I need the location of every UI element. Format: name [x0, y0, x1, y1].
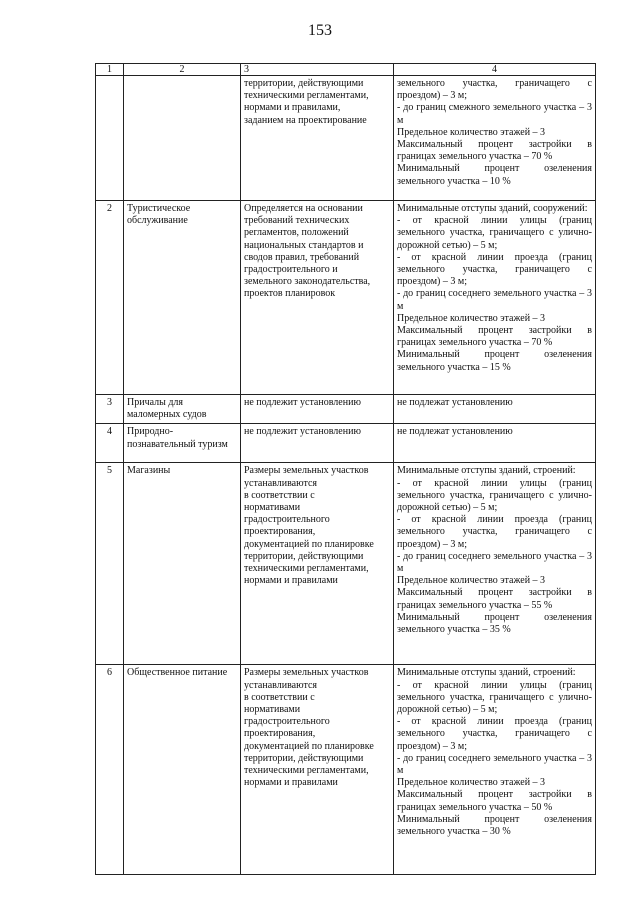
use-type-name: Общественное питание — [124, 665, 241, 875]
text-line: нормами и правилами — [244, 777, 338, 789]
text-line: градостроительного и — [244, 264, 338, 276]
text-line: Максимальный процент застройки в границах земельного участка – 70 % — [397, 325, 592, 349]
text-line: земельного законодательства, — [244, 276, 371, 288]
text-line: - от красной линии улицы (границ земельного участка, граничащего с улично-дорожной сетью) – 5 м; — [397, 679, 592, 716]
row-number: 3 — [96, 395, 124, 424]
text-line: техническими регламентами, — [244, 765, 369, 777]
text-line: не подлежат установлению — [397, 397, 513, 408]
header-row — [96, 64, 596, 76]
row-number: 6 — [96, 665, 124, 875]
table-row — [96, 424, 596, 463]
text-line: техническими регламентами, — [244, 90, 369, 102]
text-line: территории, действующими — [244, 752, 364, 764]
table-row — [96, 395, 596, 424]
text-line: Минимальный процент озеленения земельного участка – 35 % — [397, 611, 592, 636]
header-col-3: 3 — [241, 64, 394, 76]
text-line: территории, действующими — [244, 550, 364, 562]
text-line: - до границ соседнего земельного участка – 3 м — [397, 752, 592, 777]
text-line: Максимальный процент застройки в границах земельного участка – 55 % — [397, 587, 592, 611]
text-line: Предельное количество этажей – 3 — [397, 575, 546, 587]
text-line: не подлежит установлению — [244, 397, 361, 408]
use-type-name: Природно-познавательный туризм — [124, 424, 241, 463]
table-row — [96, 463, 596, 665]
table-row — [96, 665, 596, 875]
text-line: Минимальные отступы зданий, сооружений: — [397, 203, 588, 214]
text-line: не подлежит установлению — [244, 426, 361, 438]
row-number: 4 — [96, 424, 124, 463]
building-parameters — [394, 395, 596, 424]
text-line: - до границ соседнего земельного участка – 3 м — [397, 288, 592, 312]
text-line: нормами и правилами, — [244, 102, 341, 114]
row-number — [96, 76, 124, 201]
text-line: Максимальный процент застройки в границах земельного участка – 70 % — [397, 139, 592, 163]
text-line: - от красной линии улицы (границ земельного участка, граничащего с улично-дорожной сетью) – 5 м; — [397, 477, 592, 514]
text-line: - до границ смежного земельного участка – 3 м — [397, 102, 592, 126]
text-line: техническими регламентами, — [244, 563, 369, 575]
text-line: - от красной линии проезда (границ земельного участка, граничащего с проездом) – 3 м; — [397, 716, 592, 752]
text-line: Размеры земельных участков — [244, 465, 369, 477]
text-line: Минимальный процент озеленения земельного участка – 10 % — [397, 163, 592, 187]
use-type-name: Причалы для маломерных судов — [124, 395, 241, 424]
text-line: документацией по планировке — [244, 740, 374, 752]
building-parameters — [394, 665, 596, 875]
use-type-name: Магазины — [124, 463, 241, 665]
text-line: территории, действующими — [244, 78, 364, 89]
header-col-2: 2 — [124, 64, 241, 76]
zoning-table — [95, 63, 596, 875]
plot-size-requirements — [241, 395, 394, 424]
text-line: Размеры земельных участков — [244, 667, 369, 679]
text-line: - до границ соседнего земельного участка – 3 м — [397, 550, 592, 575]
text-line: Минимальный процент озеленения земельного участка – 30 % — [397, 813, 592, 838]
text-line: сводов правил, требований — [244, 251, 360, 263]
header-col-4: 4 — [394, 64, 596, 76]
text-line: проектирования, — [244, 728, 316, 740]
page-number: 153 — [308, 22, 332, 39]
table-row — [96, 76, 596, 201]
text-line: - от красной линии проезда (границ земельного участка, граничащего с проездом) – 3 м; — [397, 251, 592, 288]
text-line: Предельное количество этажей – 3 — [397, 312, 546, 324]
text-line: градостроительного — [244, 716, 330, 728]
use-type-name: Туристическое обслуживание — [124, 201, 241, 395]
plot-size-requirements — [241, 463, 394, 665]
plot-size-requirements — [241, 201, 394, 395]
plot-size-requirements — [241, 424, 394, 463]
text-line: документацией по планировке — [244, 538, 374, 550]
text-line: заданием на проектирование — [244, 114, 367, 126]
text-line: Минимальные отступы зданий, строений: — [397, 465, 576, 477]
row-number: 2 — [96, 201, 124, 395]
text-line: проектов планировок — [244, 288, 336, 300]
header-col-1: 1 — [96, 64, 124, 76]
text-line: градостроительного — [244, 514, 330, 526]
table-row — [96, 201, 596, 395]
text-line: Предельное количество этажей – 3 — [397, 777, 546, 789]
building-parameters — [394, 424, 596, 463]
text-line: в соответствии с — [244, 489, 315, 501]
text-line: Минимальные отступы зданий, строений: — [397, 667, 576, 679]
building-parameters — [394, 201, 596, 395]
text-line: Определяется на основании — [244, 203, 363, 214]
text-line: проектирования, — [244, 526, 316, 538]
text-line: не подлежат установлению — [397, 426, 513, 438]
text-line: устанавливаются — [244, 679, 317, 691]
text-line: нормами и правилами — [244, 575, 338, 587]
text-line: земельного участка, граничащего с проездом) – 3 м; — [397, 78, 592, 102]
building-parameters — [394, 76, 596, 201]
row-number: 5 — [96, 463, 124, 665]
text-line: Максимальный процент застройки в границах земельного участка – 50 % — [397, 789, 592, 813]
building-parameters — [394, 463, 596, 665]
text-line: национальных стандартов и — [244, 239, 364, 251]
text-line: Предельное количество этажей – 3 — [397, 126, 546, 138]
text-line: регламентов, положений — [244, 227, 349, 239]
use-type-name — [124, 76, 241, 201]
plot-size-requirements — [241, 76, 394, 201]
text-line: устанавливаются — [244, 477, 317, 489]
plot-size-requirements — [241, 665, 394, 875]
table-body — [96, 76, 596, 875]
text-line: требований технических — [244, 215, 350, 227]
text-line: нормативами — [244, 502, 301, 514]
text-line: нормативами — [244, 704, 301, 716]
text-line: в соответствии с — [244, 691, 315, 703]
text-line: - от красной линии улицы (границ земельного участка, граничащего с улично-дорожной сетью) – 5 м; — [397, 215, 592, 251]
text-line: - от красной линии проезда (границ земельного участка, граничащего с проездом) – 3 м; — [397, 514, 592, 550]
text-line: Минимальный процент озеленения земельного участка – 15 % — [397, 349, 592, 373]
